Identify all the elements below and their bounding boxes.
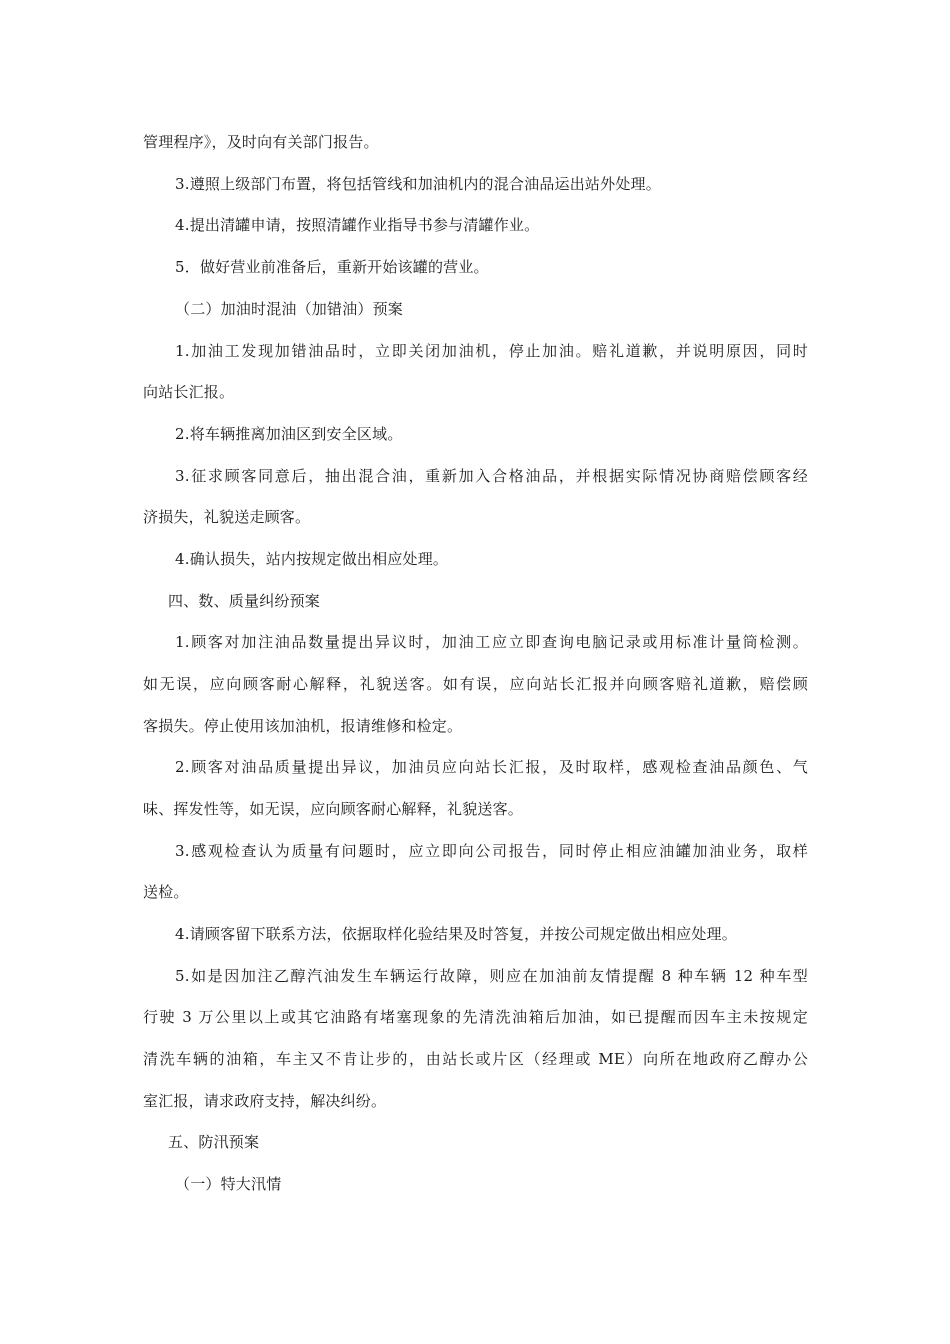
text-line: 如无误，应向顾客耐心解释，礼貌送客。如有误，应向站长汇报并向顾客赔礼道歉，赔偿顾 [143,675,808,693]
text-line: 3.感观检查认为质量有问题时，应立即向公司报告，同时停止相应油罐加油业务，取样 [175,842,808,860]
text-line: 管理程序》，及时向有关部门报告。 [143,133,379,151]
text-line: 送检。 [143,883,189,901]
text-line: 室汇报，请求政府支持，解决纠纷。 [143,1092,387,1110]
text-line: 客损失。停止使用该加油机，报请维修和检定。 [143,717,463,735]
section-heading: （一）特大汛情 [175,1175,282,1193]
text-line: 5．做好营业前准备后，重新开始该罐的营业。 [175,258,489,276]
text-line: 味、挥发性等，如无误，应向顾客耐心解释，礼貌送客。 [143,800,524,818]
text-line: 行驶 3 万公里以上或其它油路有堵塞现象的先清洗油箱后加油，如已提醒而因车主未按规定 [143,1008,808,1026]
section-heading: 四、数、质量纠纷预案 [168,592,321,610]
text-line: 2.顾客对油品质量提出异议，加油员应向站长汇报，及时取样，感观检查油品颜色、气 [175,758,808,776]
text-line: 3.遵照上级部门布置，将包括管线和加油机内的混合油品运出站外处理。 [175,175,661,193]
section-heading: 五、防汛预案 [168,1133,260,1151]
text-line: 向站长汇报。 [143,383,235,401]
text-line: 5.如是因加注乙醇汽油发生车辆运行故障，则应在加油前友情提醒 8 种车辆 12 种车型 [175,967,808,985]
section-heading: （二）加油时混油（加错油）预案 [175,300,404,318]
text-line: 2.将车辆推离加油区到安全区域。 [175,425,403,443]
text-line: 3.征求顾客同意后，抽出混合油，重新加入合格油品，并根据实际情况协商赔偿顾客经 [175,467,808,485]
text-line: 清洗车辆的油箱，车主又不肯让步的，由站长或片区（经理或 ME）向所在地政府乙醇办公 [143,1050,808,1068]
text-line: 1.加油工发现加错油品时，立即关闭加油机，停止加油。赔礼道歉，并说明原因，同时 [175,342,808,360]
text-line: 1.顾客对加注油品数量提出异议时，加油工应立即查询电脑记录或用标准计量筒检测。 [175,633,808,651]
text-line: 4.提出清罐申请，按照清罐作业指导书参与清罐作业。 [175,216,540,234]
text-line: 4.确认损失，站内按规定做出相应处理。 [175,550,449,568]
text-line: 4.请顾客留下联系方法，依据取样化验结果及时答复，并按公司规定做出相应处理。 [175,925,737,943]
text-line: 济损失，礼貌送走顾客。 [143,508,311,526]
